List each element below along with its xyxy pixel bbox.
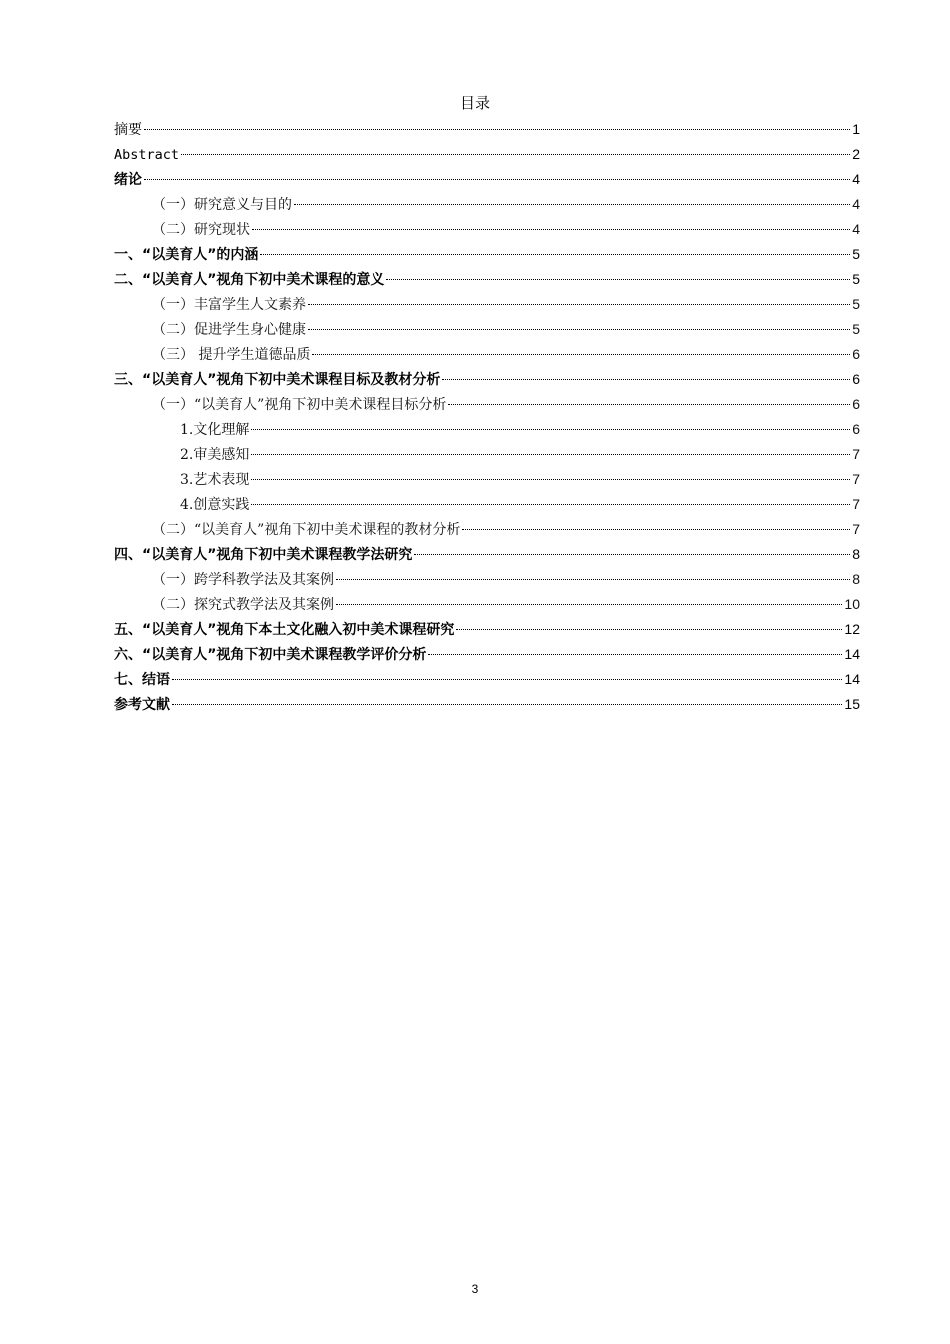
toc-entry[interactable]: [114, 167, 860, 192]
toc-entry[interactable]: [114, 292, 860, 317]
toc-entry[interactable]: [114, 667, 860, 692]
toc-entry-page: 4: [852, 171, 860, 187]
dot-leader: [336, 604, 842, 605]
toc-entry[interactable]: [114, 192, 860, 217]
dot-leader: [260, 254, 850, 255]
toc-entry[interactable]: [114, 442, 860, 467]
dot-leader: [336, 579, 850, 580]
toc-entry-label: （一）研究意义与目的: [152, 197, 292, 213]
toc-entry[interactable]: [114, 317, 860, 342]
toc-entry-label: （一）丰富学生人文素养: [152, 297, 306, 313]
dot-leader: [448, 404, 850, 405]
toc-entry-page: 7: [852, 471, 860, 487]
toc-entry[interactable]: [114, 267, 860, 292]
toc-entry-page: 7: [852, 446, 860, 462]
toc-entry[interactable]: [114, 367, 860, 392]
dot-leader: [251, 454, 850, 455]
dot-leader: [308, 304, 850, 305]
toc-entry[interactable]: [114, 692, 860, 717]
toc-entry-label: 七、结语: [114, 672, 170, 688]
toc-entry-page: 7: [852, 496, 860, 512]
toc-entry-label: （二）“以美育人”视角下初中美术课程的教材分析: [152, 522, 461, 538]
dot-leader: [172, 679, 842, 680]
toc-entry-page: 6: [852, 371, 860, 387]
toc-entry[interactable]: [114, 642, 860, 667]
toc-entry-page: 8: [852, 546, 860, 562]
toc-entry-page: 4: [852, 196, 860, 212]
toc-entry-page: 6: [852, 421, 860, 437]
toc-entry-label: 四、“以美育人”视角下初中美术课程教学法研究: [114, 547, 413, 563]
toc-entry-page: 5: [852, 321, 860, 337]
toc-entry-label: 绪论: [114, 172, 142, 188]
toc-entry-label: 二、“以美育人”视角下初中美术课程的意义: [114, 272, 385, 288]
toc-entry[interactable]: [114, 217, 860, 242]
toc-entry-label: （二）促进学生身心健康: [152, 322, 306, 338]
dot-leader: [252, 229, 850, 230]
toc-entry[interactable]: [114, 467, 860, 492]
toc-entry-page: 5: [852, 246, 860, 262]
toc-entry-page: 14: [844, 671, 860, 687]
dot-leader: [144, 179, 850, 180]
toc-entry-page: 5: [852, 271, 860, 287]
dot-leader: [308, 329, 850, 330]
toc-entry-label: 摘要: [114, 122, 142, 138]
toc-entry[interactable]: [114, 242, 860, 267]
toc-entry[interactable]: [114, 417, 860, 442]
dot-leader: [294, 204, 850, 205]
dot-leader: [414, 554, 850, 555]
toc-entry[interactable]: [114, 117, 860, 142]
toc-entry-label: 3.艺术表现: [180, 472, 250, 488]
toc-entry-page: 12: [844, 621, 860, 637]
page-number: 3: [471, 1282, 479, 1296]
toc-title: 目录: [459, 94, 490, 112]
toc-entry-page: 1: [852, 121, 860, 137]
toc-entry-page: 15: [844, 696, 860, 712]
toc-entry-page: 5: [852, 296, 860, 312]
toc-entry-label: 六、“以美育人”视角下初中美术课程教学评价分析: [114, 647, 427, 663]
toc-entry-label: （三） 提升学生道德品质: [152, 347, 311, 363]
dot-leader: [312, 354, 850, 355]
toc-entry-page: 6: [852, 396, 860, 412]
toc-entry-label: 一、“以美育人”的内涵: [114, 247, 259, 263]
toc-entry[interactable]: [114, 567, 860, 592]
toc-entry-page: 2: [852, 146, 860, 162]
dot-leader: [251, 429, 850, 430]
toc-entry-label: （一）“以美育人”视角下初中美术课程目标分析: [152, 397, 447, 413]
toc-entry[interactable]: [114, 492, 860, 517]
dot-leader: [251, 479, 850, 480]
toc-entry-label: 4.创意实践: [180, 497, 250, 513]
dot-leader: [386, 279, 850, 280]
toc-entry-label: （二）研究现状: [152, 222, 250, 238]
toc-entry-page: 4: [852, 221, 860, 237]
toc-entry-page: 10: [844, 596, 860, 612]
toc-entry-label: 五、“以美育人”视角下本土文化融入初中美术课程研究: [114, 622, 455, 638]
dot-leader: [251, 504, 850, 505]
dot-leader: [172, 704, 842, 705]
toc-entry-page: 14: [844, 646, 860, 662]
toc-entry-page: 8: [852, 571, 860, 587]
dot-leader: [181, 154, 850, 155]
toc-entry-label: （二）探究式教学法及其案例: [152, 597, 334, 613]
toc-list: [114, 117, 860, 717]
toc-entry-label: 2.审美感知: [180, 447, 250, 463]
toc-entry-page: 7: [852, 521, 860, 537]
dot-leader: [456, 629, 842, 630]
toc-entry[interactable]: [114, 392, 860, 417]
dot-leader: [442, 379, 850, 380]
toc-entry[interactable]: [114, 542, 860, 567]
toc-entry[interactable]: [114, 617, 860, 642]
toc-entry-page: 6: [852, 346, 860, 362]
toc-entry[interactable]: [114, 517, 860, 542]
toc-entry-label: 三、“以美育人”视角下初中美术课程目标及教材分析: [114, 372, 441, 388]
dot-leader: [144, 129, 850, 130]
toc-entry[interactable]: [114, 342, 860, 367]
toc-entry-label: 1.文化理解: [180, 422, 250, 438]
toc-entry[interactable]: [114, 142, 860, 167]
dot-leader: [462, 529, 850, 530]
dot-leader: [428, 654, 842, 655]
toc-entry-label: Abstract: [114, 147, 180, 163]
toc-entry[interactable]: [114, 592, 860, 617]
toc-entry-label: （一）跨学科教学法及其案例: [152, 572, 334, 588]
toc-entry-label: 参考文献: [114, 697, 170, 713]
